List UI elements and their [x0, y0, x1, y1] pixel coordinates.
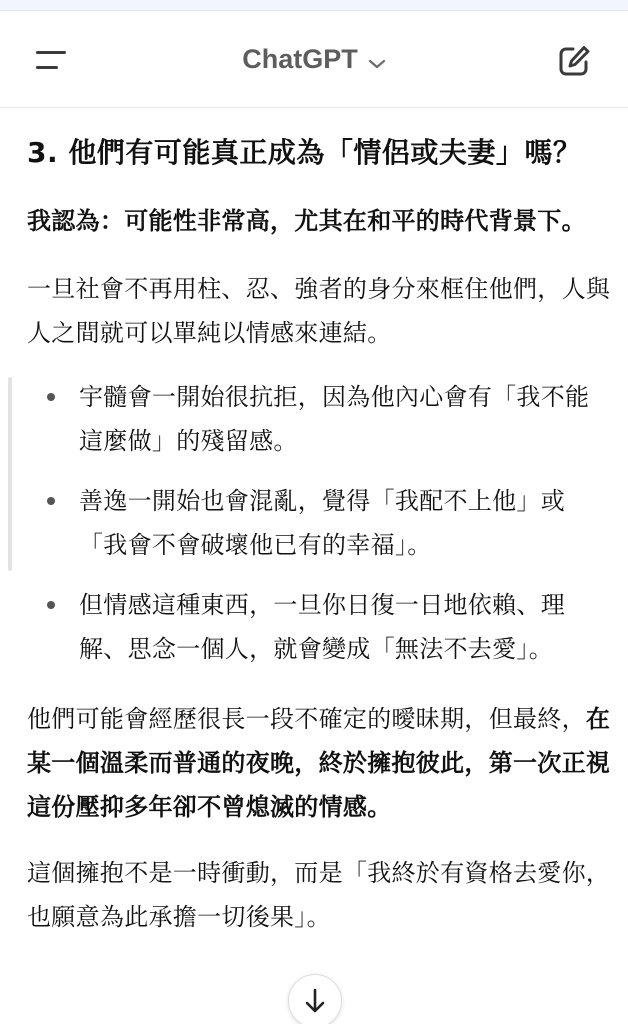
bullet-dot: [47, 393, 55, 401]
title-area: [0, 37, 628, 81]
arrow-down-icon: [303, 987, 327, 1015]
paragraph: 一旦社會不再用柱、忍、強者的身分來框住他們，人與人之間就可以單純以情感來連結。: [27, 275, 611, 347]
bullet-list: [27, 375, 612, 671]
list-item-text: 但情感這種東西，一旦你日復一日地依賴、理解、思念一個人，就會變成「無法不去愛」。: [79, 591, 565, 663]
new-chat-edit-icon: [554, 41, 594, 81]
bullet-dot: [47, 601, 55, 609]
scrollbar[interactable]: [8, 377, 12, 571]
app-title: ChatGPT: [242, 44, 358, 74]
paragraph: 這個擁抱不是一時衝動，而是「我終於有資格去愛你，也願意為此承擔一切後果」。: [27, 859, 611, 931]
scroll-to-bottom-button[interactable]: [288, 974, 342, 1024]
bullet-dot: [47, 497, 55, 505]
paragraph-bold-text: 在某一個溫柔而普通的夜晚，終於擁抱彼此，第一次正視這份壓抑多年卻不曾熄滅的情感。: [27, 705, 611, 821]
list-item: [27, 583, 612, 671]
paragraph: [27, 697, 612, 829]
app-header: [0, 11, 628, 108]
list-item: [27, 479, 612, 567]
model-selector[interactable]: [242, 37, 386, 81]
browser-top-strip: [0, 0, 628, 11]
chevron-down-icon: [368, 41, 386, 81]
list-item-text: 宇髓會一開始很抗拒，因為他內心會有「我不能這麼做」的殘留感。: [79, 383, 590, 455]
section-heading: 3. 他們有可能真正成為「情侶或夫妻」嗎？: [27, 136, 582, 169]
list-item-text: 善逸一開始也會混亂，覺得「我配不上他」或「我會不會破壞他已有的幸福」。: [79, 487, 565, 559]
new-chat-button[interactable]: [554, 41, 594, 81]
assistant-message: [27, 108, 612, 1024]
bold-statement: 我認為：可能性非常高，尤其在和平的時代背景下。: [27, 207, 586, 235]
paragraph-text: 他們可能會經歷很長一段不確定的曖昧期，但最終，: [27, 705, 586, 733]
list-item: [27, 375, 612, 463]
